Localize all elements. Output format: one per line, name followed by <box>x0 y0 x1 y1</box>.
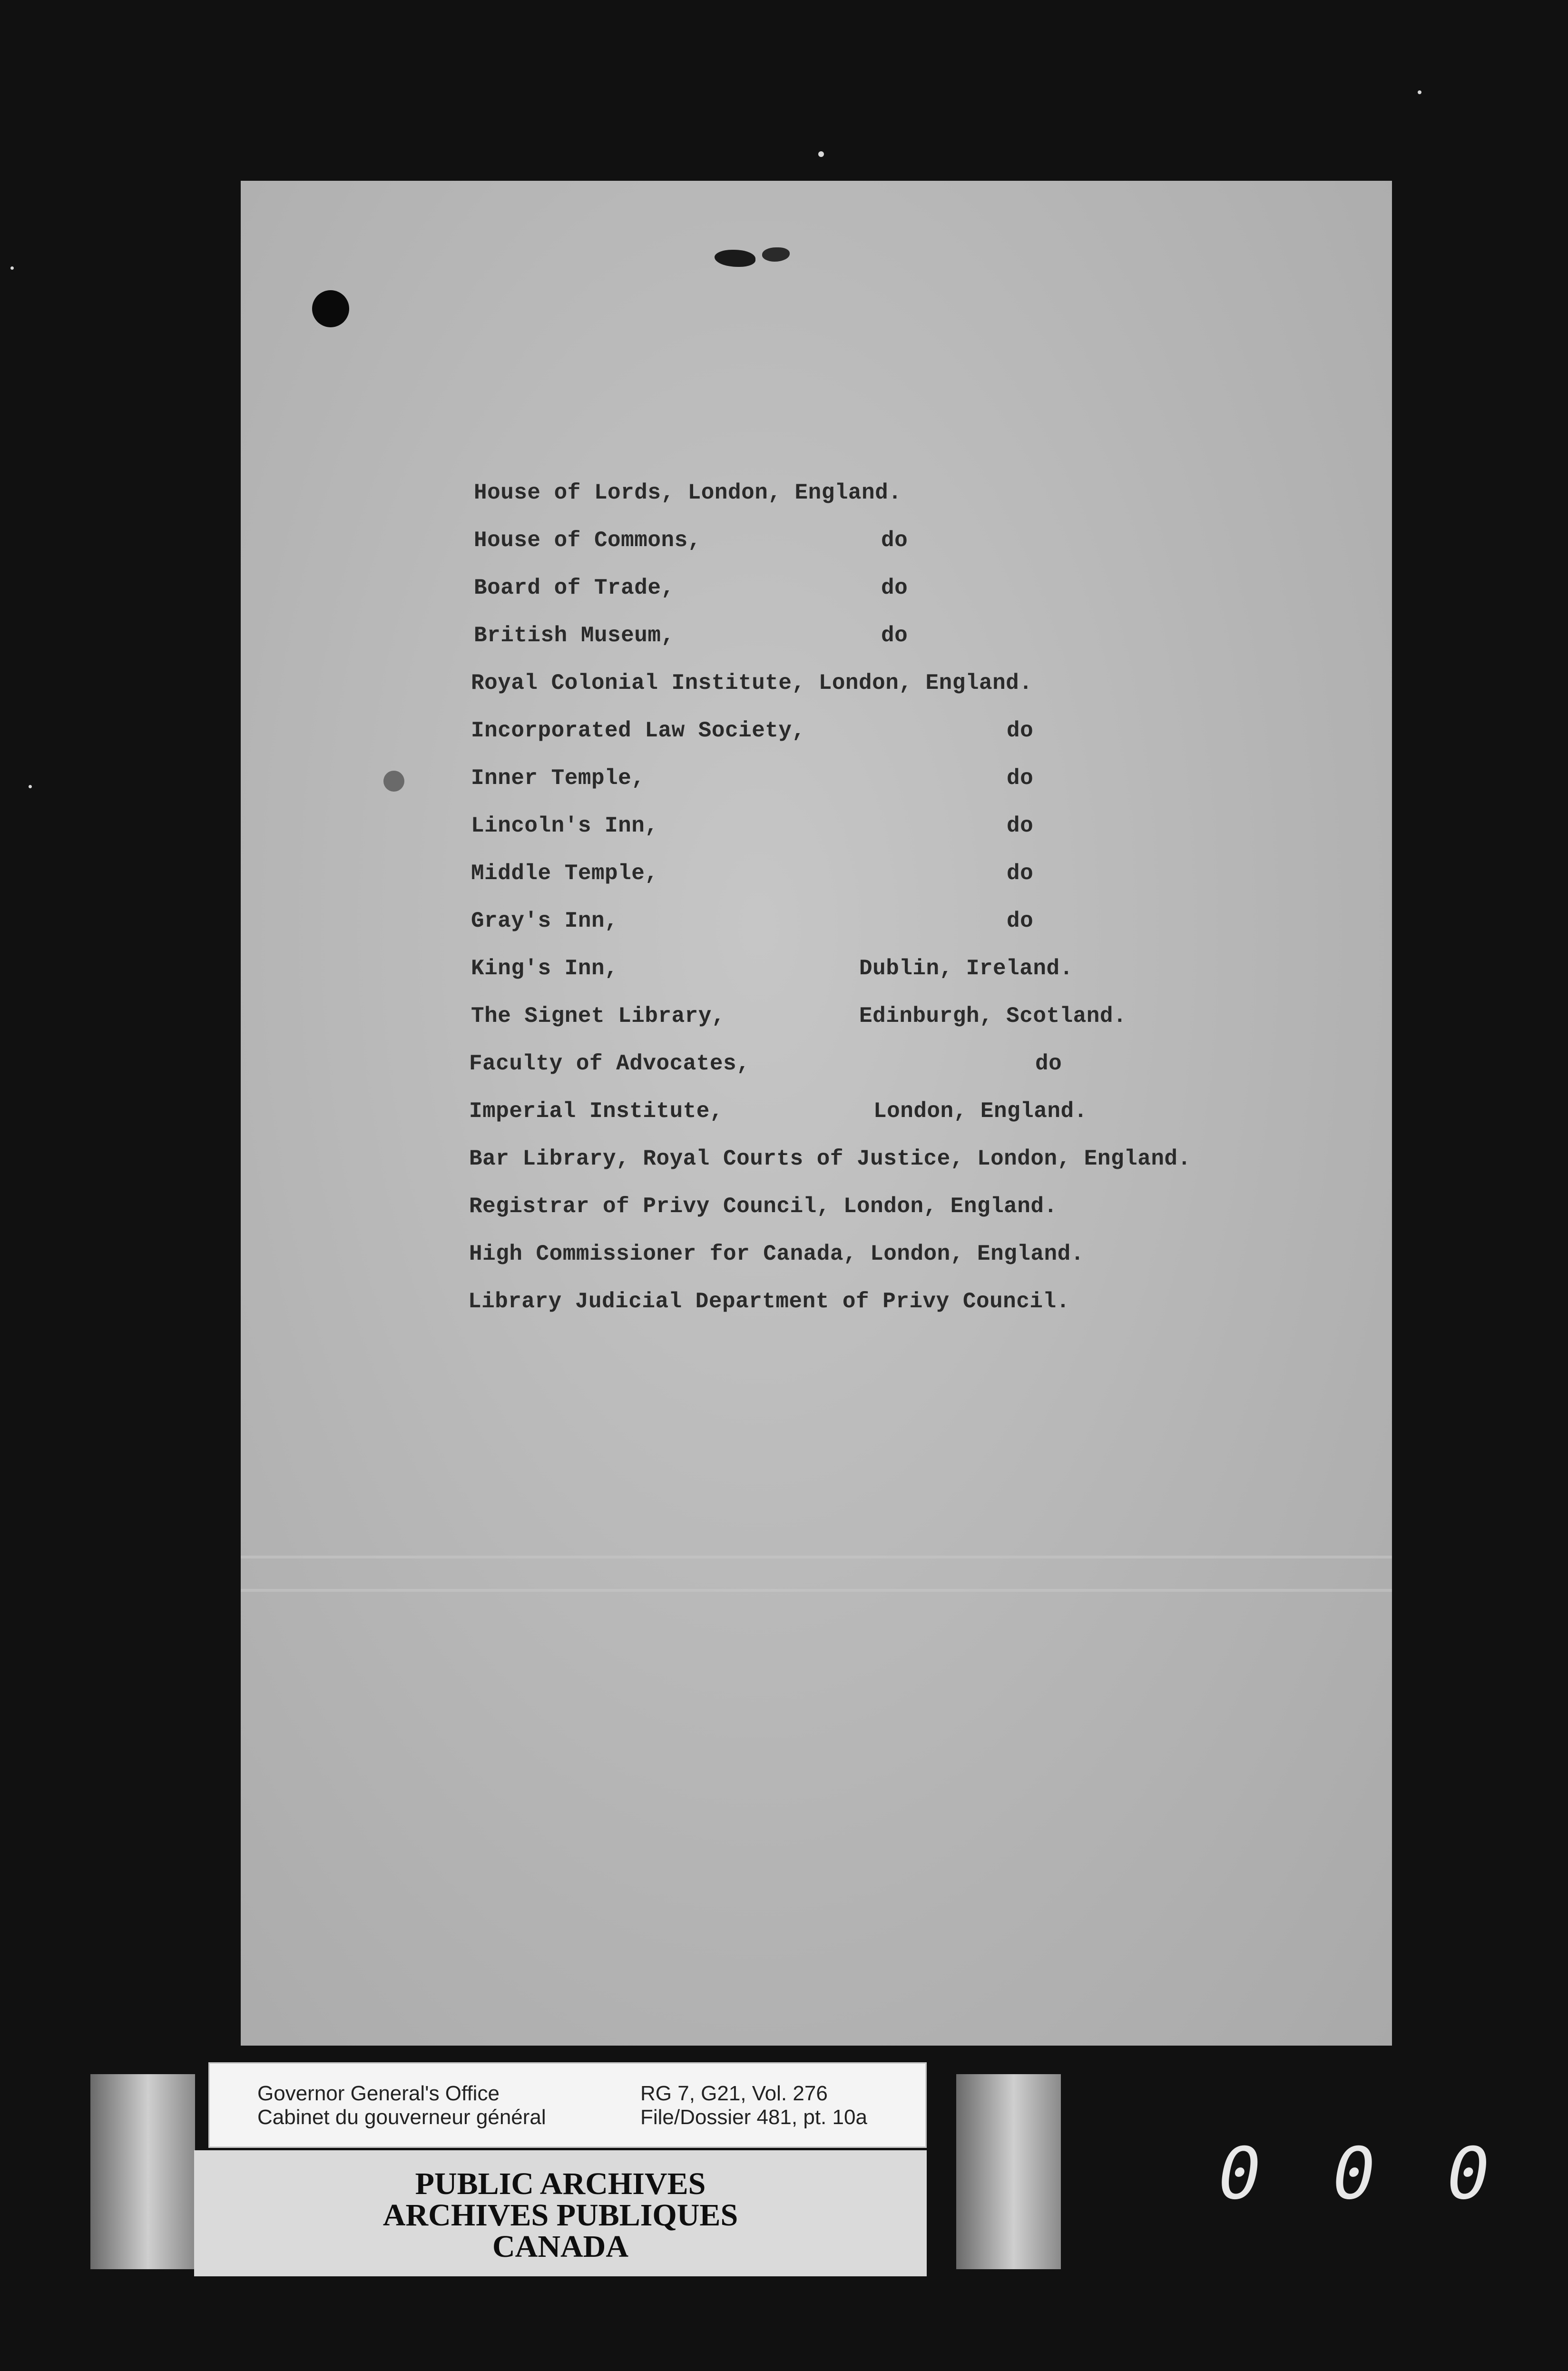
entry-location: do <box>1007 718 1034 743</box>
film-speck <box>29 785 32 788</box>
entry-institution: Incorporated Law Society, <box>471 718 805 743</box>
entry-institution: Library Judicial Department of Privy Council. <box>468 1289 1070 1314</box>
archive-reference-label <box>208 2062 927 2148</box>
page-fold-line <box>241 1556 1392 1558</box>
entry-location: do <box>881 623 908 648</box>
punch-hole <box>312 290 349 327</box>
address-entry <box>241 1194 1392 1242</box>
frame-number: 000 <box>1210 2133 1568 2215</box>
office-french: Cabinet du gouverneur général <box>257 2106 546 2129</box>
entry-location: do <box>881 576 908 600</box>
address-entry <box>241 1099 1392 1146</box>
entry-institution: Bar Library, Royal Courts of Justice, London, England. <box>469 1146 1191 1171</box>
entry-location: Edinburgh, Scotland. <box>859 1004 1127 1029</box>
film-speck <box>818 151 824 157</box>
entry-location: do <box>1007 909 1034 933</box>
entry-institution: Middle Temple, <box>471 861 658 886</box>
address-entry <box>241 1289 1392 1337</box>
entry-location: Dublin, Ireland. <box>859 956 1073 981</box>
entry-location: do <box>1035 1051 1062 1076</box>
address-entry <box>241 861 1392 909</box>
address-entry <box>241 718 1392 766</box>
film-speck <box>10 266 14 270</box>
address-entry <box>241 576 1392 623</box>
film-speck <box>1418 90 1421 94</box>
entry-institution: House of Lords, London, England. <box>474 480 902 505</box>
entry-location: do <box>1007 861 1034 886</box>
entry-institution: Gray's Inn, <box>471 909 618 933</box>
entry-institution: Imperial Institute, <box>469 1099 723 1124</box>
stamp-line-english: PUBLIC ARCHIVES <box>415 2166 706 2201</box>
entry-location: do <box>1007 813 1034 838</box>
entry-institution: Registrar of Privy Council, London, England. <box>469 1194 1058 1219</box>
address-entry <box>241 766 1392 813</box>
archive-side-block <box>90 2074 195 2269</box>
archive-side-block <box>956 2074 1061 2269</box>
stamp-line-country: CANADA <box>492 2229 628 2264</box>
address-entry <box>241 1051 1392 1099</box>
address-entry <box>241 1146 1392 1194</box>
address-entry <box>241 1242 1392 1289</box>
address-entry <box>241 623 1392 671</box>
entry-institution: King's Inn, <box>471 956 618 981</box>
entry-location: do <box>881 528 908 553</box>
record-group-reference: RG 7, G21, Vol. 276 <box>640 2082 828 2105</box>
entry-institution: Faculty of Advocates, <box>469 1051 750 1076</box>
archives-stamp <box>194 2150 927 2276</box>
entry-institution: British Museum, <box>474 623 675 648</box>
address-entry <box>241 528 1392 576</box>
ink-smudge <box>762 247 790 262</box>
address-entry <box>241 909 1392 956</box>
address-entry <box>241 671 1392 718</box>
entry-institution: Royal Colonial Institute, London, England. <box>471 671 1033 696</box>
stamp-line-french: ARCHIVES PUBLIQUES <box>382 2198 738 2233</box>
entry-institution: Board of Trade, <box>474 576 675 600</box>
page-fold-line <box>241 1589 1392 1592</box>
address-entry <box>241 1004 1392 1051</box>
office-english: Governor General's Office <box>257 2082 500 2105</box>
entry-institution: High Commissioner for Canada, London, England. <box>469 1242 1084 1266</box>
file-reference: File/Dossier 481, pt. 10a <box>640 2106 867 2129</box>
entry-institution: The Signet Library, <box>471 1004 725 1029</box>
entry-institution: House of Commons, <box>474 528 701 553</box>
address-entry <box>241 480 1392 528</box>
address-entry <box>241 956 1392 1004</box>
document-page <box>241 181 1392 2046</box>
entry-institution: Lincoln's Inn, <box>471 813 658 838</box>
entry-institution: Inner Temple, <box>471 766 645 791</box>
entry-location: do <box>1007 766 1034 791</box>
entry-location: London, England. <box>873 1099 1088 1124</box>
ink-smudge <box>715 250 755 267</box>
address-entry <box>241 813 1392 861</box>
